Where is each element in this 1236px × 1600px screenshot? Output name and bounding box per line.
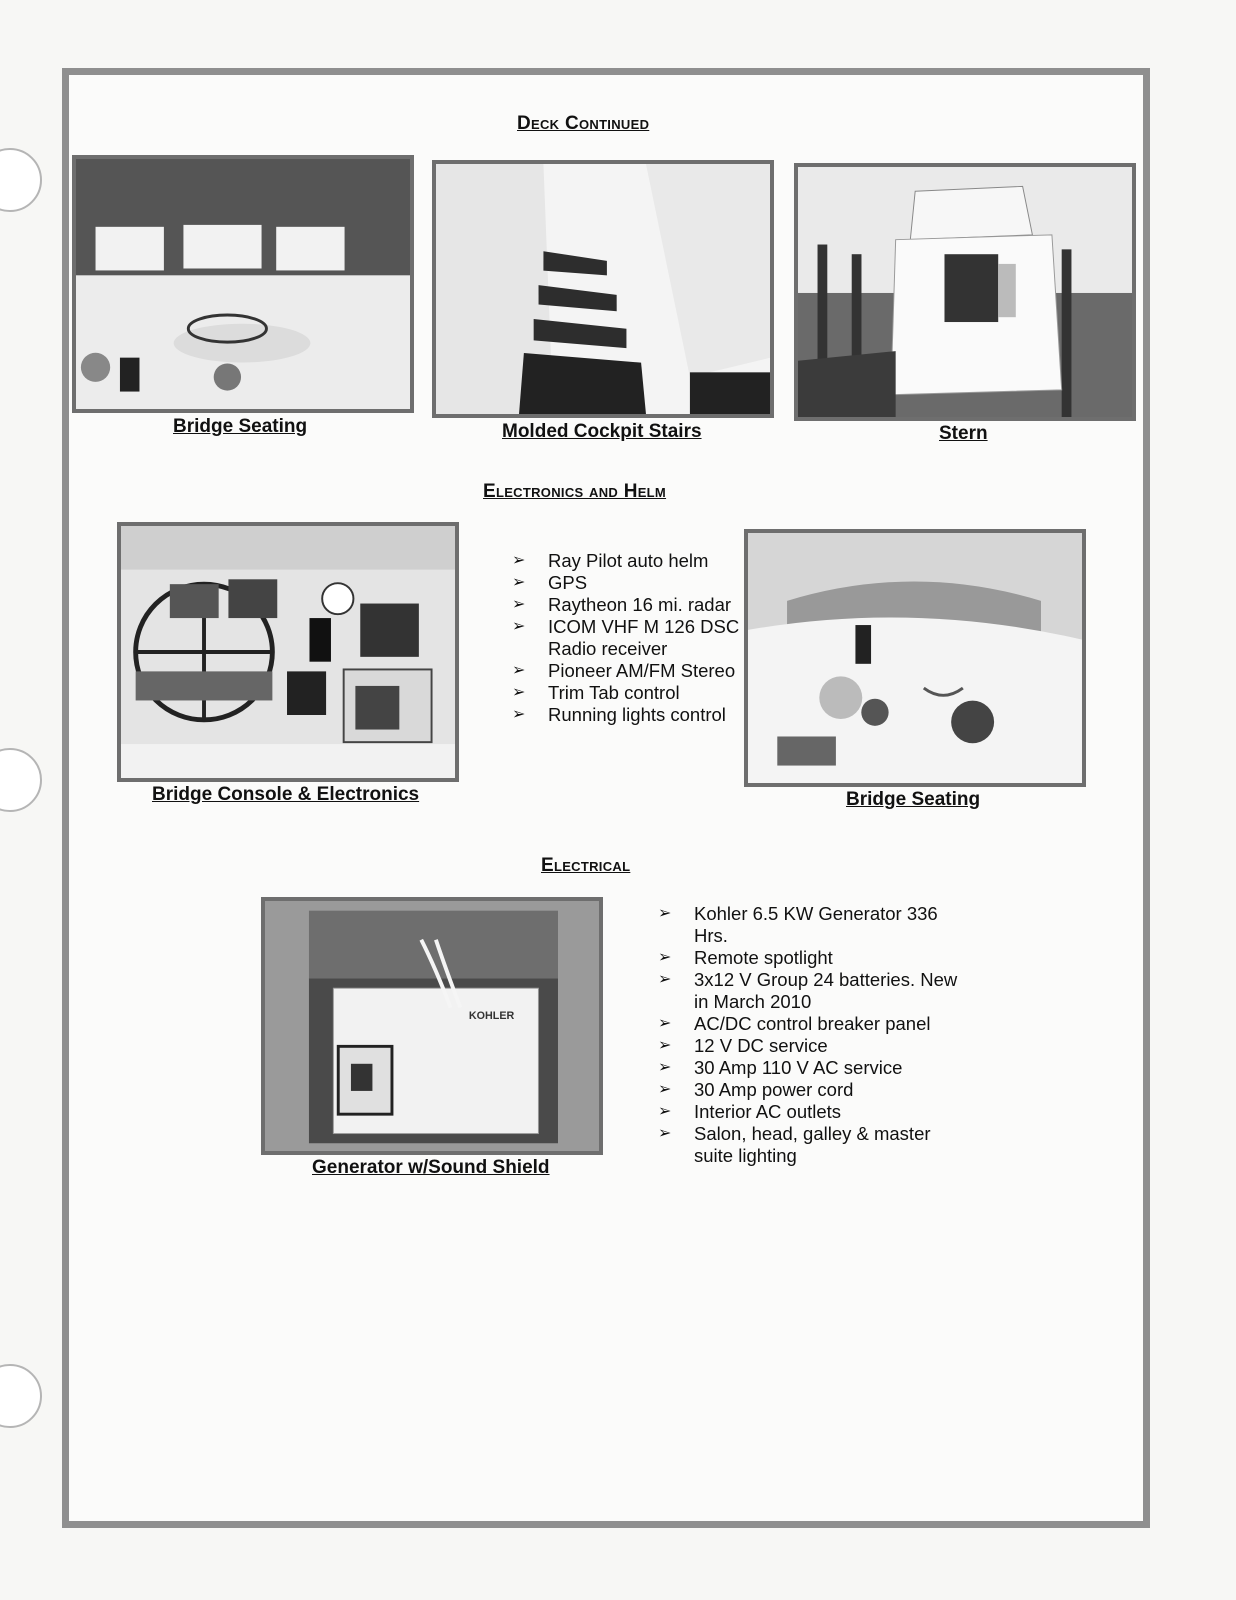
generator-photo [261, 897, 603, 1155]
stern-photo [794, 163, 1136, 421]
bridge-console-caption: Bridge Console & Electronics [152, 784, 420, 805]
generator-image [265, 901, 599, 1151]
list-item: ➢ Pioneer AM/FM Stereo [512, 660, 736, 681]
arrow-bullet-icon: ➢ [658, 971, 672, 988]
binder-hole-top [0, 148, 42, 212]
arrow-bullet-icon: ➢ [658, 1081, 672, 1098]
electronics-heading: Electronics and Helm [483, 481, 667, 502]
binder-hole-middle [0, 748, 42, 812]
list-item: ➢ Raytheon 16 mi. radar [512, 594, 732, 615]
deck-heading: Deck Continued [517, 113, 650, 134]
cockpit-stairs-photo [432, 160, 774, 418]
list-item: ➢ Salon, head, galley & master suite lighting [658, 1123, 931, 1166]
arrow-bullet-icon: ➢ [512, 684, 526, 701]
bridge-seating-photo [72, 155, 414, 413]
arrow-bullet-icon: ➢ [658, 1037, 672, 1054]
arrow-bullet-icon: ➢ [512, 574, 526, 591]
list-item: ➢ AC/DC control breaker panel [658, 1013, 931, 1034]
generator-caption: Generator w/Sound Shield [312, 1157, 550, 1178]
list-item: ➢ Trim Tab control [512, 682, 680, 703]
electrical-list [658, 903, 958, 1167]
stern-caption: Stern [939, 423, 988, 444]
list-item: ➢ Running lights control [512, 704, 726, 725]
arrow-bullet-icon: ➢ [658, 1103, 672, 1120]
arrow-bullet-icon: ➢ [512, 662, 526, 679]
generator-brand-label: KOHLER [468, 1010, 515, 1023]
bridge-console-photo [117, 522, 459, 782]
bridge-seating-image [76, 159, 410, 409]
list-item: ➢ Remote spotlight [658, 947, 833, 968]
stern-image [798, 167, 1132, 417]
bridge-seating-2-photo [744, 529, 1086, 787]
bridge-console-image [121, 526, 455, 778]
list-item: ➢ GPS [512, 572, 588, 593]
arrow-bullet-icon: ➢ [512, 552, 526, 569]
arrow-bullet-icon: ➢ [658, 1125, 672, 1142]
list-item: ➢ Ray Pilot auto helm [512, 550, 709, 571]
arrow-bullet-icon: ➢ [512, 706, 526, 723]
list-item: ➢ Kohler 6.5 KW Generator 336 Hrs. [658, 903, 938, 946]
electrical-heading: Electrical [541, 855, 631, 876]
cockpit-stairs-image [436, 164, 770, 414]
arrow-bullet-icon: ➢ [658, 949, 672, 966]
list-item: ➢ 30 Amp power cord [658, 1079, 854, 1100]
list-item: ➢ 12 V DC service [658, 1035, 828, 1056]
arrow-bullet-icon: ➢ [512, 596, 526, 613]
bridge-seating-2-caption: Bridge Seating [846, 789, 981, 810]
binder-hole-bottom [0, 1364, 42, 1428]
bridge-seating-2-image [748, 533, 1082, 783]
arrow-bullet-icon: ➢ [658, 905, 672, 922]
arrow-bullet-icon: ➢ [512, 618, 526, 635]
bridge-seating-caption: Bridge Seating [173, 416, 308, 437]
arrow-bullet-icon: ➢ [658, 1059, 672, 1076]
cockpit-stairs-caption: Molded Cockpit Stairs [502, 421, 702, 442]
arrow-bullet-icon: ➢ [658, 1015, 672, 1032]
electronics-list [512, 550, 742, 726]
list-item: ➢ 30 Amp 110 V AC service [658, 1057, 903, 1078]
list-item: ➢ Interior AC outlets [658, 1101, 842, 1122]
list-item: ➢ 3x12 V Group 24 batteries. New in March 2010 [658, 969, 958, 1012]
list-item: ➢ ICOM VHF M 126 DSC Radio receiver [512, 616, 740, 659]
